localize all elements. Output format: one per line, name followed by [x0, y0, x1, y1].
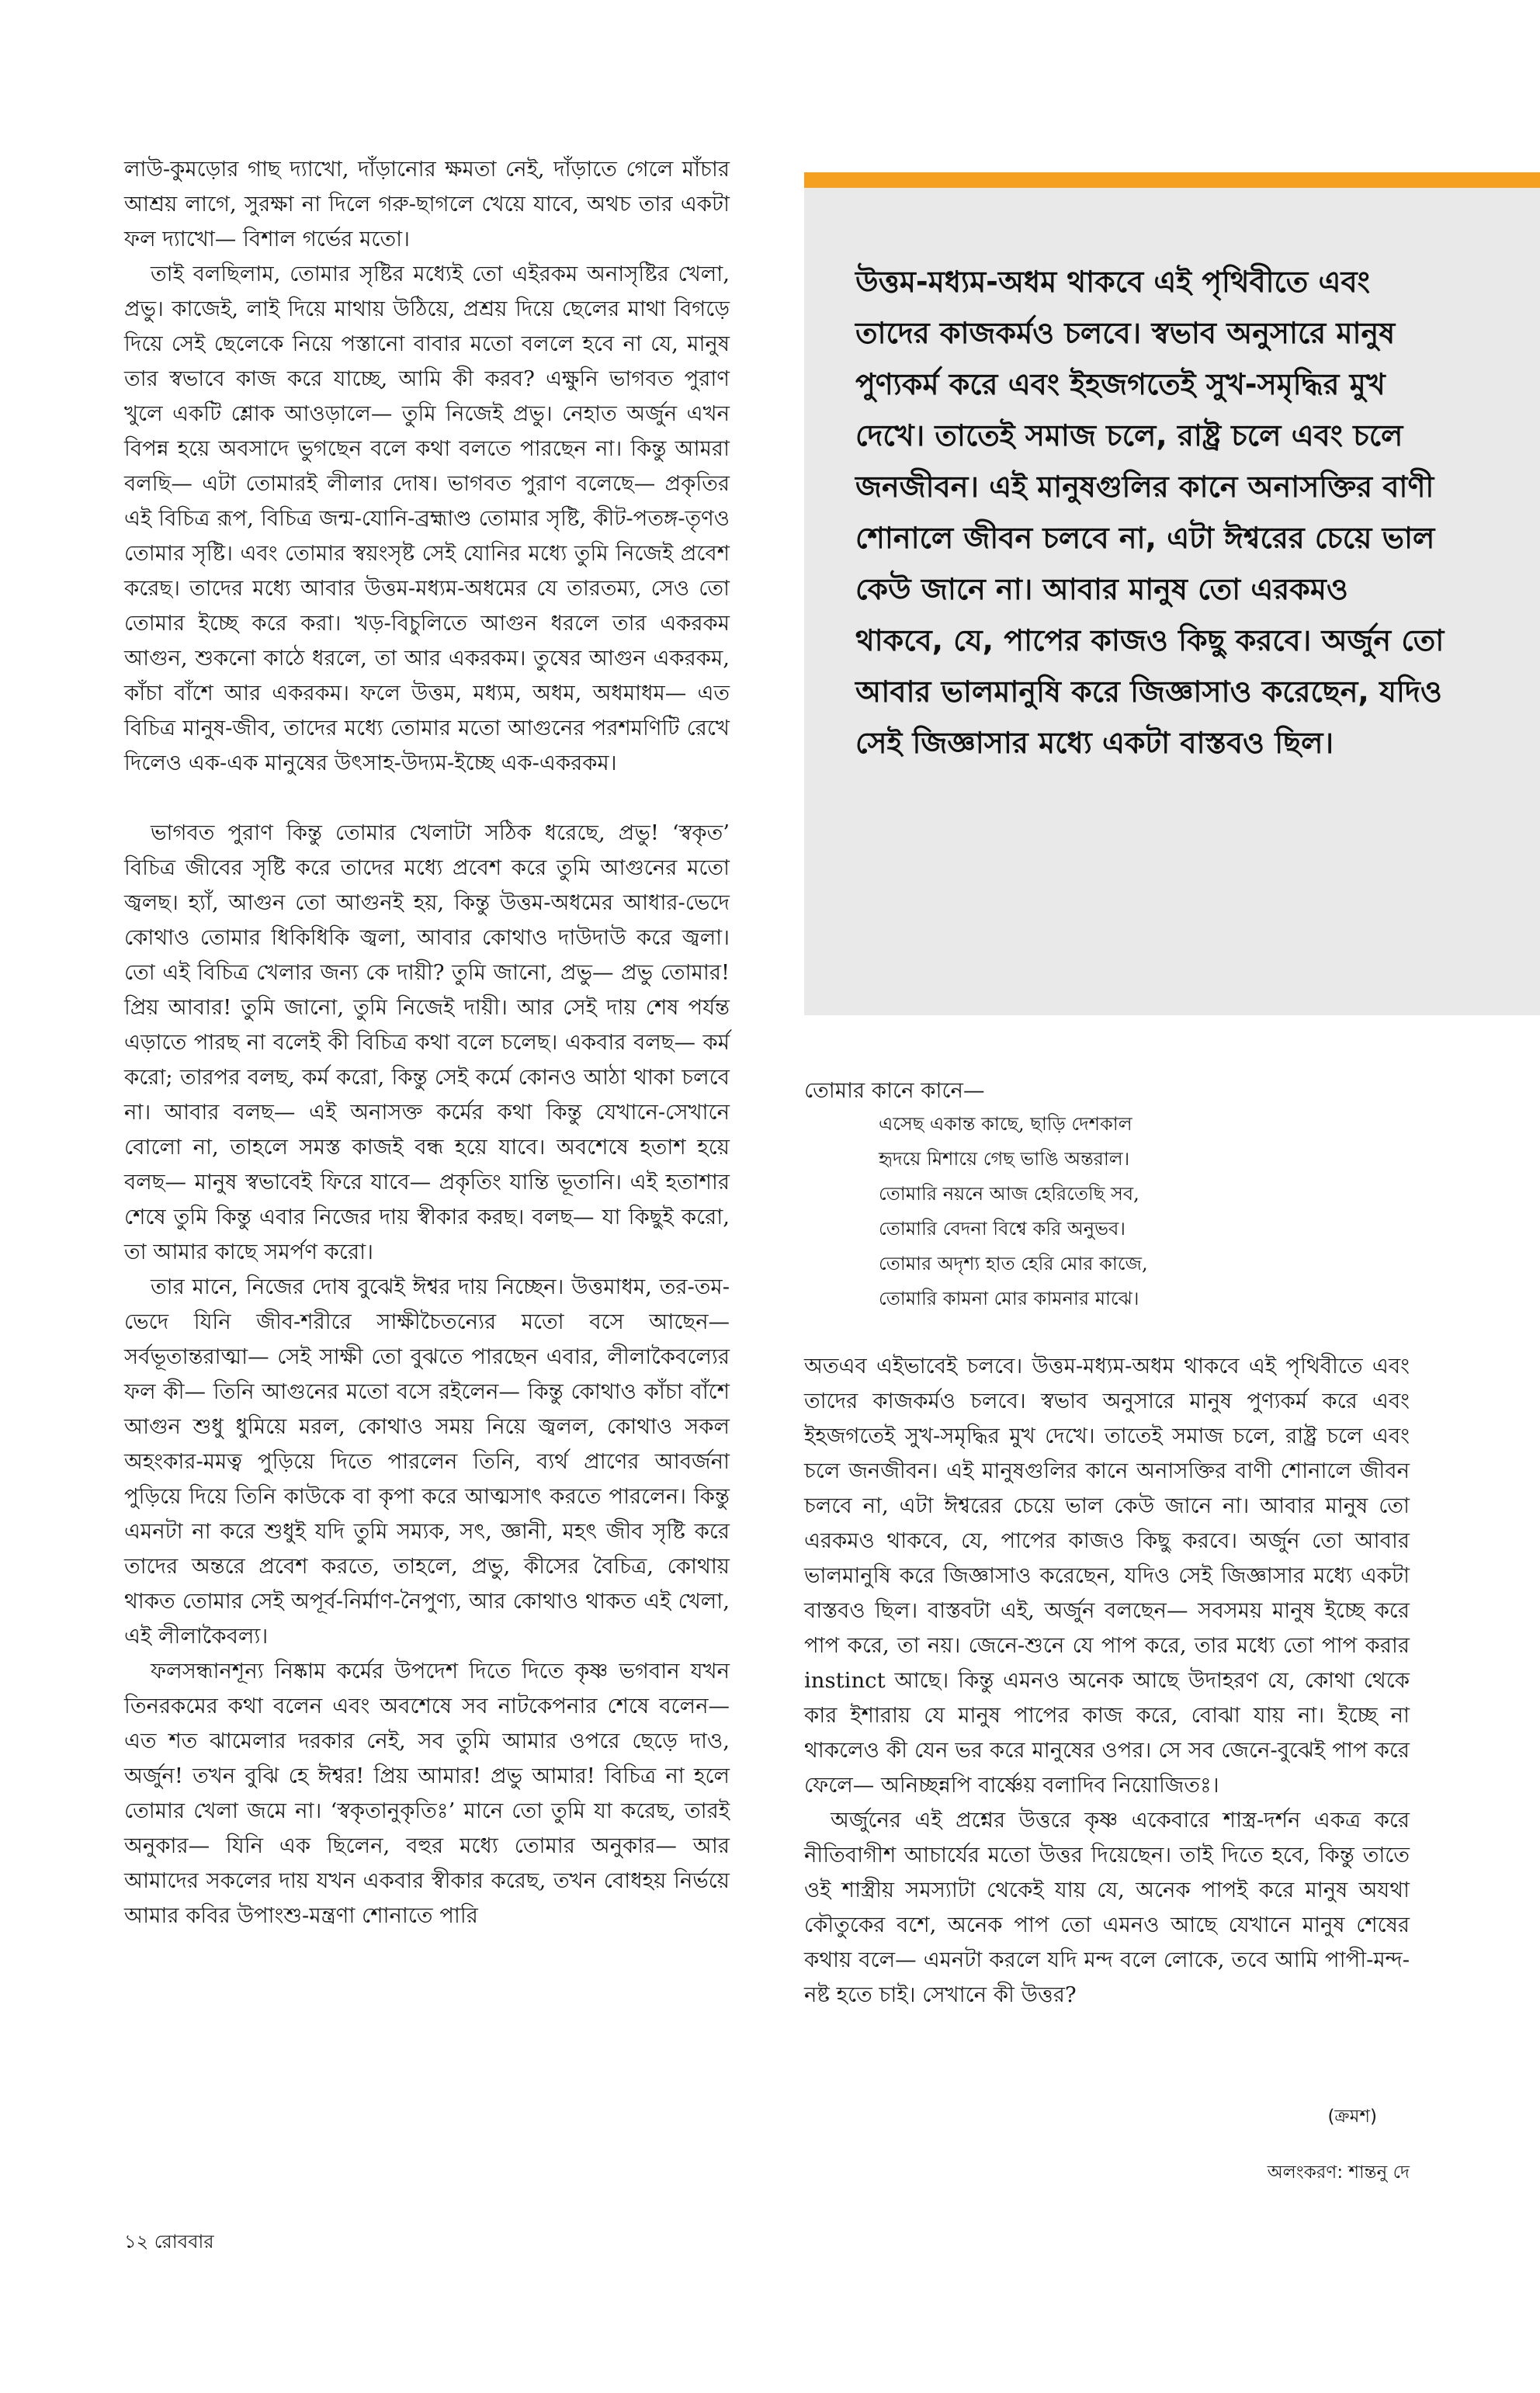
pull-quote-accent-bar: [804, 172, 1540, 188]
poem-line: তোমার অদৃশ্য হাত হেরি মোর কাজে,: [879, 1253, 1148, 1275]
article-paragraph: লাউ-কুমড়োর গাছ দ্যাখো, দাঁড়ানোর ক্ষমতা নেই, দাঁড়াতে গেলে মাঁচার আশ্রয় লাগে, সুরক্ষা না দিলে গরু-ছাগলে খেয়ে যাবে, অথচ তার একটা ফল দ্যাখো— বিশাল গর্ভের মতো।: [124, 157, 730, 251]
left-column: [124, 152, 730, 1933]
page-folio: ১২ রোববার: [124, 2231, 214, 2253]
illustration-credit: অলংকরণ: শান্তনু দে: [1267, 2162, 1410, 2183]
paragraph-gap: [124, 781, 730, 816]
article-paragraph: ফলসন্ধানশূন্য নিষ্কাম কর্মের উপদেশ দিতে দিতে কৃষ্ণ ভগবান যখন তিনরকমের কথা বলেন এবং অবশেষে সব নাটকেপনার শেষে বলেন— এত শত ঝামেলার দরকার নেই, সব তুমি আমার ওপরে ছেড়ে দাও, অর্জুন! তখন বুঝি হে ঈশ্বর! প্রিয় আমার! প্রভু আমার! বিচিত্র না হলে তোমার খেলা জমে না। ‘স্বকৃতানুকৃতিঃ’ মানে তো তুমি যা করেছ, তারই অনুকার— যিনি এক ছিলেন, বহুর মধ্যে তোমার অনুকার— আর আমাদের সকলের দায় যখন একবার স্বীকার করেছ, তখন বোধহয় নির্ভয়ে আমার কবির উপাংশু-মন্ত্রণা শোনাতে পারি: [124, 1659, 730, 1928]
poem-block: [804, 1074, 1410, 1316]
article-paragraph: অর্জুনের এই প্রশ্নের উত্তরে কৃষ্ণ একেবারে শাস্ত্র-দর্শন একত্র করে নীতিবাগীশ আচার্যের মতো উত্তর দিয়েছেন। তাই দিতে হবে, কিন্তু তাতে ওই শাস্ত্রীয় সমস্যাটা থেকেই যায় যে, অনেক পাপই করে মানুষ অযথা কৌতুকের বশে, অনেক পাপ তো এমনও আছে যেখানে মানুষ শেষের কথায় বলে— এমনটা করলে যদি মন্দ বলে লোকে, তবে আমি পাপী-মন্দ-নষ্ট হতে চাই। সেখানে কী উত্তর?: [804, 1808, 1410, 2007]
poem-intro: তোমার কানে কানে—: [804, 1078, 985, 1103]
article-paragraph: তার মানে, নিজের দোষ বুঝেই ঈশ্বর দায় নিচ্ছেন। উত্তমাধম, তর-তম-ভেদে যিনি জীব-শরীরে সাক্ষীচৈতন্যের মতো বসে আছেন— সর্বভূতান্তরাত্মা— সেই সাক্ষী তো বুঝতে পারছেন এবার, লীলাকৈবল্যের ফল কী— তিনি আগুনের মতো বসে রইলেন— কিন্তু কোথাও কাঁচা বাঁশে আগুন শুধু ধুমিয়ে মরল, কোথাও সময় নিয়ে জ্বলল, কোথাও সকল অহংকার-মমত্ব পুড়িয়ে দিতে পারলেন তিনি, ব্যর্থ প্রাণের আবর্জনা পুড়িয়ে দিয়ে তিনি কাউকে বা কৃপা করে আত্মসাৎ করতে পারলেন। কিন্তু এমনটা না করে শুধুই যদি তুমি সম্যক, সৎ, জ্ঞানী, মহৎ জীব সৃষ্টি করে তাদের অন্তরে প্রবেশ করতে, তাহলে, প্রভু, কীসের বৈচিত্র, কোথায় থাকত তোমার সেই অপূর্ব-নির্মাণ-নৈপুণ্য, আর কোথাও থাকত এই খেলা, এই লীলাকৈবল্য।: [124, 1275, 730, 1649]
poem-line: এসেছ একান্ত কাছে, ছাড়ি দেশকাল: [879, 1113, 1132, 1135]
continued-label: (ক্রমশ): [1327, 2107, 1377, 2127]
poem-line: তোমারি কামনা মোর কামনার মাঝে।: [879, 1288, 1139, 1309]
poem-line: তোমারি বেদনা বিশ্বে করি অনুভব।: [879, 1218, 1126, 1240]
poem-line: তোমারি নয়নে আজ হেরিতেছি সব,: [879, 1183, 1139, 1205]
pull-quote-text: উত্তম-মধ্যম-অধম থাকবে এই পৃথিবীতে এবং তাদের কাজকর্মও চলবে। স্বভাব অনুসারে মানুষ পুণ্যকর্ম করে এবং ইহজগতেই সুখ-সমৃদ্ধির মুখ দেখে। তাতেই সমাজ চলে, রাষ্ট্র চলে এবং চলে জনজীবন। এই মানুষগুলির কানে অনাসক্তির বাণী শোনালে জীবন চলবে না, এটা ঈশ্বরের চেয়ে ভাল কেউ জানে না। আবার মানুষ তো এরকমও থাকবে, যে, পাপের কাজও কিছু করবে। অর্জুন তো আবার ভালমানুষি করে জিজ্ঞাসাও করেছেন, যদিও সেই জিজ্ঞাসার মধ্যে একটা বাস্তবও ছিল।: [855, 265, 1445, 760]
right-column: [804, 1349, 1410, 2013]
article-paragraph: অতএব এইভাবেই চলবে। উত্তম-মধ্যম-অধম থাকবে এই পৃথিবীতে এবং তাদের কাজকর্মও চলবে। স্বভাব অনুসারে মানুষ পুণ্যকর্ম করে এবং ইহজগতেই সুখ-সমৃদ্ধির মুখ দেখে। তাতেই সমাজ চলে, রাষ্ট্র চলে এবং চলে জনজীবন। এই মানুষগুলির কানে অনাসক্তির বাণী শোনালে জীবন চলবে না, এটা ঈশ্বরের চেয়ে ভাল কেউ জানে না। আবার মানুষ তো এরকমও থাকবে, যে, পাপের কাজও কিছু করবে। অর্জুন তো আবার ভালমানুষি করে জিজ্ঞাসাও করেছেন, যদিও সেই জিজ্ঞাসার মধ্যে একটা বাস্তবও ছিল। বাস্তবটা এই, অর্জুন বলছেন— সবসময় মানুষ ইচ্ছে করে পাপ করে, তা নয়। জেনে-শুনে যে পাপ করে, তার মধ্যে তো পাপ করার instinct আছে। কিন্তু এমনও অনেক আছে উদাহরণ যে, কোথা থেকে কার ইশারায় যে মানুষ পাপের কাজ করে, বোঝা যায় না। ইচ্ছে না থাকলেও কী যেন ভর করে মানুষের ওপর। সে সব জেনে-বুঝেই পাপ করে ফেলে— অনিচ্ছন্নপি বার্ষ্ণেয় বলাদিব নিয়োজিতঃ।: [804, 1354, 1410, 1798]
poem-line: হৃদয়ে মিশায়ে গেছ ভাঙি অন্তরাল।: [879, 1148, 1130, 1170]
article-paragraph: ভাগবত পুরাণ কিন্তু তোমার খেলাটা সঠিক ধরেছে, প্রভু! ‘স্বকৃত’ বিচিত্র জীবের সৃষ্টি করে তাদের মধ্যে প্রবেশ করে তুমি আগুনের মতো জ্বলছ। হ্যাঁ, আগুন তো আগুনই হয়, কিন্তু উত্তম-অধমের আধার-ভেদে কোথাও তোমার ধিকিধিকি জ্বলা, আবার কোথাও দাউদাউ করে জ্বলা। তো এই বিচিত্র খেলার জন্য কে দায়ী? তুমি জানো, প্রভু— প্রভু তোমার! প্রিয় আবার! তুমি জানো, তুমি নিজেই দায়ী। আর সেই দায় শেষ পর্যন্ত এড়াতে পারছ না বলেই কী বিচিত্র কথা বলে চলেছ। একবার বলছ— কর্ম করো; তারপর বলছ, কর্ম করো, কিন্তু সেই কর্মে কোনও আঠা থাকা চলবে না। আবার বলছ— এই অনাসক্ত কর্মের কথা কিন্তু যেখানে-সেখানে বোলো না, তাহলে সমস্ত কাজই বন্ধ হয়ে যাবে। অবশেষে হতাশ হয়ে বলছ— মানুষ স্বভাবেই ফিরে যাবে— প্রকৃতিং যান্তি ভূতানি। এই হতাশার শেষে তুমি কিন্তু এবার নিজের দায় স্বীকার করছ। বলছ— যা কিছুই করো, তা আমার কাছে সমর্পণ করো।: [124, 820, 730, 1264]
article-paragraph: তাই বলছিলাম, তোমার সৃষ্টির মধ্যেই তো এইরকম অনাসৃষ্টির খেলা, প্রভু। কাজেই, লাই দিয়ে মাথায় উঠিয়ে, প্রশ্রয় দিয়ে ছেলের মাথা বিগড়ে দিয়ে সেই ছেলেকে নিয়ে পস্তানো বাবার মতো বললে হবে না যে, মানুষ তার স্বভাবে কাজ করে যাচ্ছে, আমি কী করব? এক্ষুনি ভাগবত পুরাণ খুলে একটি শ্লোক আওড়ালে— তুমি নিজেই প্রভু। নেহাত অর্জুন এখন বিপন্ন হয়ে অবসাদে ভুগছেন বলে কথা বলতে পারছেন না। কিন্তু আমরা বলছি— এটা তোমারই লীলার দোষ। ভাগবত পুরাণ বলেছে— প্রকৃতির এই বিচিত্র রূপ, বিচিত্র জন্ম-যোনি-ব্রহ্মাণ্ড তোমার সৃষ্টি, কীট-পতঙ্গ-তৃণও তোমার সৃষ্টি। এবং তোমার স্বয়ংসৃষ্ট সেই যোনির মধ্যে তুমি নিজেই প্রবেশ করেছ। তাদের মধ্যে আবার উত্তম-মধ্যম-অধমের যে তারতম্য, সেও তো তোমার ইচ্ছে করে করা। খড়-বিচুলিতে আগুন ধরলে তার একরকম আগুন, শুকনো কাঠে ধরলে, তা আর একরকম। তুষের আগুন একরকম, কাঁচা বাঁশে আর একরকম। ফলে উত্তম, মধ্যম, অধম, অধমাধম— এত বিচিত্র মানুষ-জীব, তাদের মধ্যে তোমার মতো আগুনের পরশমণিটি রেখে দিলেও এক-এক মানুষের উৎসাহ-উদ্যম-ইচ্ছে এক-একরকম।: [124, 262, 730, 775]
